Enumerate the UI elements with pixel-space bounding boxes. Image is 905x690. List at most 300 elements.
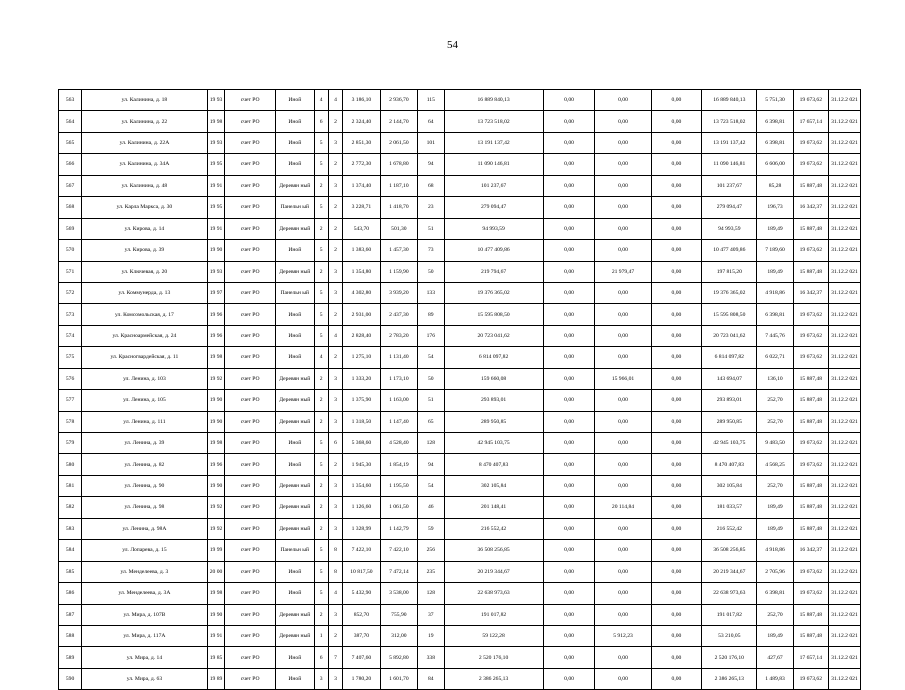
cell-completion-date: 31.12.2 021 — [828, 368, 860, 389]
cell-cost-per-m2: 4 918,86 — [757, 540, 793, 561]
cell-build-year: 19 96 — [207, 454, 225, 475]
cell-limit-cost: 19 673,62 — [793, 132, 828, 153]
cell-total-cost: 59 122,28 — [444, 625, 543, 646]
cell-fund-method: счет РО — [225, 175, 276, 196]
cell-residents: 94 — [418, 154, 444, 175]
cell-fund-method: счет РО — [225, 583, 276, 604]
table-row — [59, 304, 861, 325]
table-row — [59, 132, 861, 153]
cell-cost-budget-2: 0,00 — [595, 561, 651, 582]
cell-wall-material: Иной — [276, 111, 315, 132]
cell-living-area: 5 892,80 — [380, 647, 417, 668]
cell-address: ул. Карла Маркса, д. 30 — [82, 197, 208, 218]
cell-address: ул. Калинина, д. 22 — [82, 111, 208, 132]
cell-address: ул. Комсомольская, д. 17 — [82, 304, 208, 325]
cell-floors: 4 — [314, 90, 328, 111]
cell-wall-material: Иной — [276, 154, 315, 175]
cell-owner-funds: 15 595 808,50 — [702, 304, 757, 325]
cell-row-number: 585 — [59, 561, 82, 582]
table-row — [59, 390, 861, 411]
cell-address: ул. Лопарева, д. 15 — [82, 540, 208, 561]
cell-cost-budget-1: 0,00 — [543, 197, 595, 218]
cell-fund-method: счет РО — [225, 561, 276, 582]
cell-cost-budget-1: 0,00 — [543, 433, 595, 454]
cell-limit-cost: 19 673,62 — [793, 240, 828, 261]
cell-build-year: 19 92 — [207, 368, 225, 389]
cell-fund-method: счет РО — [225, 304, 276, 325]
cell-floors: 6 — [314, 647, 328, 668]
cell-residents: 256 — [418, 540, 444, 561]
cell-cost-per-m2: 6 022,71 — [757, 347, 793, 368]
cell-total-cost: 201 148,41 — [444, 497, 543, 518]
cell-entrances: 7 — [328, 647, 342, 668]
cell-floors: 2 — [314, 368, 328, 389]
cell-owner-funds: 53 210,05 — [702, 625, 757, 646]
cell-floors: 2 — [314, 411, 328, 432]
cell-total-area: 2 772,30 — [343, 154, 380, 175]
cell-build-year: 19 96 — [207, 325, 225, 346]
cell-limit-cost: 19 673,62 — [793, 90, 828, 111]
cell-cost-budget-2: 0,00 — [595, 175, 651, 196]
cell-floors: 3 — [314, 668, 328, 689]
cell-living-area: 1 187,10 — [380, 175, 417, 196]
cell-fund-method: счет РО — [225, 668, 276, 689]
cell-floors: 2 — [314, 497, 328, 518]
cell-living-area: 4 528,40 — [380, 433, 417, 454]
cell-total-cost: 16 889 840,13 — [444, 90, 543, 111]
cell-build-year: 19 90 — [207, 240, 225, 261]
cell-living-area: 501,30 — [380, 218, 417, 239]
table-row — [59, 197, 861, 218]
cell-total-cost: 42 945 103,75 — [444, 433, 543, 454]
cell-build-year: 19 93 — [207, 132, 225, 153]
cell-cost-per-m2: 4 568,25 — [757, 454, 793, 475]
cell-cost-budget-3: 0,00 — [651, 433, 702, 454]
cell-row-number: 573 — [59, 304, 82, 325]
cell-cost-budget-3: 0,00 — [651, 475, 702, 496]
cell-floors: 2 — [314, 475, 328, 496]
cell-address: ул. Менделеева, д. 3А — [82, 583, 208, 604]
cell-owner-funds: 6 814 097,82 — [702, 347, 757, 368]
cell-wall-material: Панельн ый — [276, 282, 315, 303]
cell-entrances: 3 — [328, 261, 342, 282]
cell-cost-budget-2: 0,00 — [595, 90, 651, 111]
cell-total-area: 1 126,60 — [343, 497, 380, 518]
cell-living-area: 1 601,70 — [380, 668, 417, 689]
cell-floors: 2 — [314, 261, 328, 282]
cell-limit-cost: 19 673,62 — [793, 583, 828, 604]
cell-cost-budget-1: 0,00 — [543, 111, 595, 132]
cell-fund-method: счет РО — [225, 347, 276, 368]
cell-cost-budget-3: 0,00 — [651, 390, 702, 411]
cell-address: ул. Красноармейская, д. 24 — [82, 325, 208, 346]
cell-build-year: 19 99 — [207, 540, 225, 561]
cell-living-area: 1 418,70 — [380, 197, 417, 218]
cell-living-area: 2 783,20 — [380, 325, 417, 346]
cell-fund-method: счет РО — [225, 433, 276, 454]
cell-cost-budget-3: 0,00 — [651, 518, 702, 539]
cell-completion-date: 31.12.2 021 — [828, 454, 860, 475]
cell-residents: 54 — [418, 475, 444, 496]
cell-residents: 115 — [418, 90, 444, 111]
cell-completion-date: 31.12.2 021 — [828, 154, 860, 175]
cell-cost-budget-3: 0,00 — [651, 583, 702, 604]
cell-cost-budget-1: 0,00 — [543, 604, 595, 625]
cell-cost-budget-2: 21 979,47 — [595, 261, 651, 282]
cell-completion-date: 31.12.2 021 — [828, 604, 860, 625]
cell-address: ул. Мира, д. 63 — [82, 668, 208, 689]
cell-wall-material: Иной — [276, 647, 315, 668]
cell-wall-material: Иной — [276, 347, 315, 368]
cell-owner-funds: 181 033,57 — [702, 497, 757, 518]
cell-address: ул. Ленина, д. 82 — [82, 454, 208, 475]
cell-cost-budget-2: 0,00 — [595, 583, 651, 604]
register-table — [58, 89, 861, 690]
cell-cost-budget-1: 0,00 — [543, 518, 595, 539]
cell-residents: 94 — [418, 454, 444, 475]
cell-fund-method: счет РО — [225, 454, 276, 475]
cell-row-number: 564 — [59, 111, 82, 132]
cell-completion-date: 31.12.2 021 — [828, 218, 860, 239]
table-row — [59, 111, 861, 132]
cell-row-number: 587 — [59, 604, 82, 625]
cell-row-number: 571 — [59, 261, 82, 282]
cell-address: ул. Ленина, д. 105 — [82, 390, 208, 411]
cell-cost-budget-1: 0,00 — [543, 561, 595, 582]
cell-entrances: 6 — [328, 433, 342, 454]
cell-total-cost: 19 376 365,02 — [444, 282, 543, 303]
cell-build-year: 19 89 — [207, 668, 225, 689]
cell-owner-funds: 279 094,47 — [702, 197, 757, 218]
cell-cost-budget-3: 0,00 — [651, 368, 702, 389]
cell-wall-material: Деревян ный — [276, 475, 315, 496]
cell-cost-budget-1: 0,00 — [543, 218, 595, 239]
cell-fund-method: счет РО — [225, 132, 276, 153]
cell-completion-date: 31.12.2 021 — [828, 197, 860, 218]
cell-residents: 68 — [418, 175, 444, 196]
cell-cost-budget-3: 0,00 — [651, 282, 702, 303]
table-row — [59, 347, 861, 368]
cell-wall-material: Деревян ный — [276, 625, 315, 646]
cell-completion-date: 31.12.2 021 — [828, 540, 860, 561]
cell-total-area: 852,70 — [343, 604, 380, 625]
cell-fund-method: счет РО — [225, 411, 276, 432]
cell-cost-per-m2: 252,70 — [757, 475, 793, 496]
cell-total-area: 1 780,20 — [343, 668, 380, 689]
cell-fund-method: счет РО — [225, 90, 276, 111]
cell-wall-material: Иной — [276, 561, 315, 582]
cell-row-number: 577 — [59, 390, 82, 411]
cell-cost-budget-2: 0,00 — [595, 390, 651, 411]
cell-address: ул. Ленина, д. 90 — [82, 475, 208, 496]
cell-total-cost: 10 477 409,86 — [444, 240, 543, 261]
cell-wall-material: Деревян ный — [276, 497, 315, 518]
cell-completion-date: 31.12.2 021 — [828, 111, 860, 132]
cell-cost-budget-1: 0,00 — [543, 368, 595, 389]
cell-living-area: 1 854,19 — [380, 454, 417, 475]
cell-total-cost: 279 094,47 — [444, 197, 543, 218]
cell-row-number: 567 — [59, 175, 82, 196]
cell-floors: 5 — [314, 132, 328, 153]
cell-row-number: 578 — [59, 411, 82, 432]
table-row — [59, 433, 861, 454]
cell-floors: 5 — [314, 454, 328, 475]
cell-row-number: 589 — [59, 647, 82, 668]
cell-owner-funds: 2 520 176,10 — [702, 647, 757, 668]
cell-living-area: 1 457,30 — [380, 240, 417, 261]
cell-wall-material: Деревян ный — [276, 518, 315, 539]
cell-build-year: 19 97 — [207, 282, 225, 303]
cell-cost-budget-2: 0,00 — [595, 433, 651, 454]
cell-address: ул. Кирова, д. 14 — [82, 218, 208, 239]
cell-cost-budget-2: 0,00 — [595, 197, 651, 218]
cell-entrances: 3 — [328, 132, 342, 153]
cell-build-year: 19 98 — [207, 347, 225, 368]
cell-entrances: 4 — [328, 325, 342, 346]
cell-entrances: 3 — [328, 175, 342, 196]
cell-wall-material: Деревян ный — [276, 218, 315, 239]
cell-floors: 2 — [314, 175, 328, 196]
cell-cost-budget-1: 0,00 — [543, 240, 595, 261]
cell-fund-method: счет РО — [225, 154, 276, 175]
cell-entrances: 2 — [328, 454, 342, 475]
cell-entrances: 2 — [328, 347, 342, 368]
cell-owner-funds: 16 889 840,13 — [702, 90, 757, 111]
cell-completion-date: 31.12.2 021 — [828, 625, 860, 646]
cell-wall-material: Иной — [276, 583, 315, 604]
table-row — [59, 454, 861, 475]
cell-total-cost: 2 520 176,10 — [444, 647, 543, 668]
cell-row-number: 572 — [59, 282, 82, 303]
cell-row-number: 569 — [59, 218, 82, 239]
cell-build-year: 19 96 — [207, 304, 225, 325]
cell-residents: 338 — [418, 647, 444, 668]
table-row — [59, 561, 861, 582]
cell-living-area: 2 061,50 — [380, 132, 417, 153]
cell-cost-budget-3: 0,00 — [651, 647, 702, 668]
cell-entrances: 2 — [328, 111, 342, 132]
cell-owner-funds: 42 945 103,75 — [702, 433, 757, 454]
cell-entrances: 4 — [328, 90, 342, 111]
cell-cost-budget-3: 0,00 — [651, 175, 702, 196]
cell-row-number: 563 — [59, 90, 82, 111]
cell-completion-date: 31.12.2 021 — [828, 132, 860, 153]
cell-residents: 176 — [418, 325, 444, 346]
table-row — [59, 154, 861, 175]
cell-fund-method: счет РО — [225, 390, 276, 411]
cell-floors: 6 — [314, 111, 328, 132]
cell-completion-date: 31.12.2 021 — [828, 668, 860, 689]
cell-total-cost: 302 105,84 — [444, 475, 543, 496]
cell-living-area: 3 939,20 — [380, 282, 417, 303]
cell-limit-cost: 15 887,48 — [793, 411, 828, 432]
cell-cost-per-m2: 196,73 — [757, 197, 793, 218]
cell-total-area: 1 354,60 — [343, 475, 380, 496]
cell-cost-budget-1: 0,00 — [543, 390, 595, 411]
cell-cost-budget-3: 0,00 — [651, 561, 702, 582]
cell-owner-funds: 13 191 137,42 — [702, 132, 757, 153]
cell-address: ул. Ленина, д. 98А — [82, 518, 208, 539]
cell-fund-method: счет РО — [225, 518, 276, 539]
cell-cost-budget-2: 0,00 — [595, 154, 651, 175]
cell-row-number: 565 — [59, 132, 82, 153]
cell-total-cost: 22 638 973,63 — [444, 583, 543, 604]
cell-cost-budget-1: 0,00 — [543, 132, 595, 153]
cell-limit-cost: 15 887,48 — [793, 368, 828, 389]
cell-completion-date: 31.12.2 021 — [828, 411, 860, 432]
cell-floors: 5 — [314, 433, 328, 454]
cell-entrances: 2 — [328, 197, 342, 218]
cell-cost-per-m2: 427,67 — [757, 647, 793, 668]
cell-cost-per-m2: 6 606,00 — [757, 154, 793, 175]
cell-entrances: 2 — [328, 218, 342, 239]
cell-cost-budget-2: 0,00 — [595, 454, 651, 475]
cell-build-year: 19 91 — [207, 625, 225, 646]
cell-entrances: 3 — [328, 411, 342, 432]
cell-wall-material: Деревян ный — [276, 368, 315, 389]
cell-cost-budget-3: 0,00 — [651, 497, 702, 518]
cell-owner-funds: 20 219 344,67 — [702, 561, 757, 582]
cell-completion-date: 31.12.2 021 — [828, 90, 860, 111]
cell-living-area: 3 538,00 — [380, 583, 417, 604]
cell-residents: 65 — [418, 411, 444, 432]
cell-fund-method: счет РО — [225, 218, 276, 239]
cell-row-number: 580 — [59, 454, 82, 475]
page-number: 54 — [447, 39, 458, 51]
cell-cost-budget-3: 0,00 — [651, 90, 702, 111]
cell-fund-method: счет РО — [225, 282, 276, 303]
cell-owner-funds: 216 552,42 — [702, 518, 757, 539]
cell-limit-cost: 19 673,62 — [793, 561, 828, 582]
cell-residents: 64 — [418, 111, 444, 132]
cell-wall-material: Иной — [276, 325, 315, 346]
cell-total-area: 1 374,40 — [343, 175, 380, 196]
cell-cost-per-m2: 189,49 — [757, 625, 793, 646]
cell-floors: 5 — [314, 282, 328, 303]
cell-residents: 51 — [418, 218, 444, 239]
cell-cost-per-m2: 6 398,81 — [757, 111, 793, 132]
cell-completion-date: 31.12.2 021 — [828, 347, 860, 368]
cell-owner-funds: 302 105,84 — [702, 475, 757, 496]
cell-cost-budget-1: 0,00 — [543, 540, 595, 561]
cell-living-area: 1 147,40 — [380, 411, 417, 432]
cell-entrances: 2 — [328, 240, 342, 261]
cell-residents: 73 — [418, 240, 444, 261]
cell-total-cost: 13 191 137,42 — [444, 132, 543, 153]
cell-row-number: 583 — [59, 518, 82, 539]
table-row — [59, 411, 861, 432]
cell-completion-date: 31.12.2 021 — [828, 261, 860, 282]
cell-limit-cost: 19 673,62 — [793, 668, 828, 689]
cell-total-area: 1 333,20 — [343, 368, 380, 389]
cell-build-year: 19 91 — [207, 218, 225, 239]
cell-entrances: 3 — [328, 668, 342, 689]
cell-address: ул. Ключевая, д. 20 — [82, 261, 208, 282]
cell-limit-cost: 15 887,48 — [793, 518, 828, 539]
cell-total-area: 1 383,60 — [343, 240, 380, 261]
cell-limit-cost: 15 887,48 — [793, 390, 828, 411]
cell-cost-per-m2: 189,49 — [757, 497, 793, 518]
cell-cost-budget-3: 0,00 — [651, 625, 702, 646]
cell-wall-material: Деревян ный — [276, 390, 315, 411]
table-row — [59, 90, 861, 111]
cell-total-cost: 94 993,59 — [444, 218, 543, 239]
cell-living-area: 1 195,50 — [380, 475, 417, 496]
cell-cost-per-m2: 136,10 — [757, 368, 793, 389]
cell-cost-budget-2: 0,00 — [595, 347, 651, 368]
cell-total-area: 2 851,30 — [343, 132, 380, 153]
cell-living-area: 7 472,14 — [380, 561, 417, 582]
cell-fund-method: счет РО — [225, 540, 276, 561]
cell-build-year: 19 98 — [207, 583, 225, 604]
cell-completion-date: 31.12.2 021 — [828, 647, 860, 668]
cell-address: ул. Калинина, д. 22А — [82, 132, 208, 153]
cell-residents: 50 — [418, 368, 444, 389]
cell-build-year: 19 95 — [207, 197, 225, 218]
cell-cost-per-m2: 6 398,81 — [757, 132, 793, 153]
cell-build-year: 19 93 — [207, 261, 225, 282]
cell-build-year: 19 95 — [207, 154, 225, 175]
cell-entrances: 3 — [328, 475, 342, 496]
cell-residents: 23 — [418, 197, 444, 218]
cell-build-year: 19 98 — [207, 433, 225, 454]
cell-cost-budget-2: 0,00 — [595, 304, 651, 325]
cell-total-cost: 101 237,67 — [444, 175, 543, 196]
cell-residents: 133 — [418, 282, 444, 303]
cell-fund-method: счет РО — [225, 647, 276, 668]
cell-floors: 5 — [314, 240, 328, 261]
cell-total-cost: 15 595 808,50 — [444, 304, 543, 325]
cell-row-number: 575 — [59, 347, 82, 368]
table-row — [59, 368, 861, 389]
cell-fund-method: счет РО — [225, 261, 276, 282]
cell-cost-budget-2: 0,00 — [595, 240, 651, 261]
cell-floors: 5 — [314, 154, 328, 175]
cell-cost-per-m2: 7 189,60 — [757, 240, 793, 261]
cell-wall-material: Иной — [276, 90, 315, 111]
cell-total-area: 1 945,30 — [343, 454, 380, 475]
cell-total-area: 543,70 — [343, 218, 380, 239]
cell-cost-budget-3: 0,00 — [651, 604, 702, 625]
cell-total-area: 3 186,10 — [343, 90, 380, 111]
cell-entrances: 2 — [328, 154, 342, 175]
cell-fund-method: счет РО — [225, 325, 276, 346]
cell-limit-cost: 15 887,48 — [793, 625, 828, 646]
cell-owner-funds: 11 090 146,81 — [702, 154, 757, 175]
cell-limit-cost: 19 673,62 — [793, 347, 828, 368]
cell-cost-per-m2: 1 489,83 — [757, 668, 793, 689]
cell-address: ул. Кирова, д. 39 — [82, 240, 208, 261]
cell-cost-per-m2: 252,70 — [757, 604, 793, 625]
cell-cost-budget-1: 0,00 — [543, 647, 595, 668]
cell-total-cost: 8 470 407,83 — [444, 454, 543, 475]
cell-row-number: 566 — [59, 154, 82, 175]
cell-floors: 5 — [314, 583, 328, 604]
cell-build-year: 19 90 — [207, 390, 225, 411]
cell-total-area: 5 368,60 — [343, 433, 380, 454]
cell-living-area: 2 936,70 — [380, 90, 417, 111]
cell-owner-funds: 10 477 409,86 — [702, 240, 757, 261]
cell-cost-budget-2: 0,00 — [595, 325, 651, 346]
cell-cost-budget-3: 0,00 — [651, 454, 702, 475]
cell-cost-budget-1: 0,00 — [543, 625, 595, 646]
table-row — [59, 497, 861, 518]
cell-address: ул. Мира, д. 117А — [82, 625, 208, 646]
cell-limit-cost: 16 342,37 — [793, 282, 828, 303]
cell-limit-cost: 15 887,48 — [793, 475, 828, 496]
cell-wall-material: Панельн ый — [276, 540, 315, 561]
cell-build-year: 19 85 — [207, 647, 225, 668]
